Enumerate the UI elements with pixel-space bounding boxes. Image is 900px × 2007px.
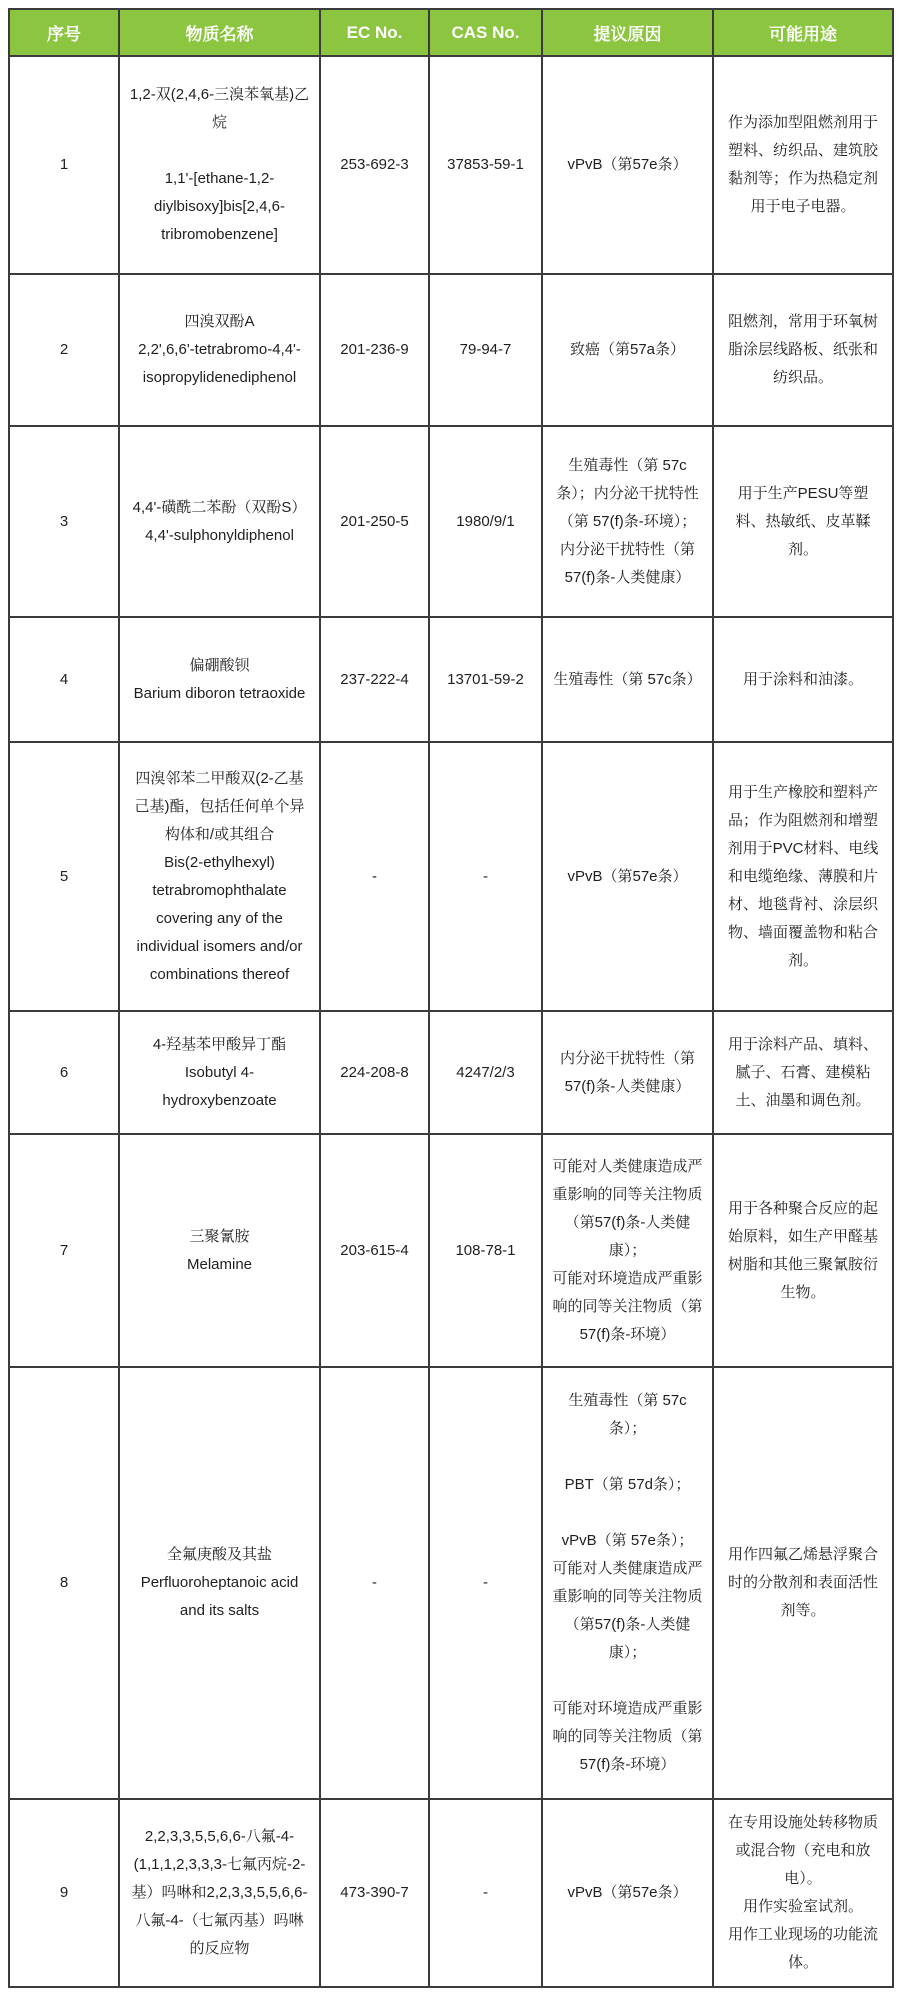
cell-reason — [542, 1011, 713, 1134]
cell-text-line: 四溴双酚A — [184, 313, 255, 330]
cell-text-line: 用作工业现场的功能流体。 — [727, 1926, 878, 1971]
cell-ec-no: - — [320, 742, 429, 1011]
cell-text-line: 用于生产橡胶和塑料产品；作为阻燃剂和增塑剂用于PVC材料、电线和电缆绝缘、薄膜和片材、地毯背衬、涂层织物、墙面覆盖物和粘合剂。 — [727, 783, 879, 969]
cell-text-line: 生殖毒性（第 57c条）；内分泌干扰特性（第 57(f)条-环境）；内分泌干扰特性（第 57(f)条-人类健康） — [556, 456, 699, 586]
cell-reason — [542, 617, 713, 742]
svhc-substance-table — [8, 8, 894, 1988]
cell-ec-no: 253-692-3 — [320, 56, 429, 274]
cell-text-line: Melamine — [186, 1255, 253, 1273]
cell-use — [713, 274, 893, 426]
cell-ec-no: 203-615-4 — [320, 1134, 429, 1367]
cell-text-line: 1,1'-[ethane-1,2-diylbisoxy]bis[2,4,6-tribromobenzene] — [154, 170, 285, 243]
cell-substance-name — [119, 1134, 320, 1367]
table-row — [9, 274, 893, 426]
cell-reason — [542, 426, 713, 617]
cell-use — [713, 1799, 893, 1987]
cell-text-line — [129, 137, 310, 165]
cell-cas-no: 79-94-7 — [429, 274, 542, 426]
table-row — [9, 1799, 893, 1987]
header-row — [9, 9, 893, 56]
col-header-use: 可能用途 — [713, 9, 893, 56]
cell-text-line: Bis(2-ethylhexyl) tetrabromophthalate covering any of the individual isomers and/or combinations thereof — [136, 853, 303, 983]
cell-ec-no: 224-208-8 — [320, 1011, 429, 1134]
cell-use — [713, 617, 893, 742]
cell-serial: 5 — [9, 742, 119, 1011]
cell-text-line: 4-羟基苯甲酸异丁酯 — [152, 1035, 287, 1053]
cell-text-line — [552, 1443, 703, 1471]
cell-text-line: 用作四氟乙烯悬浮聚合时的分散剂和表面活性剂等。 — [727, 1546, 878, 1619]
cell-cas-no: 4247/2/3 — [429, 1011, 542, 1134]
cell-text-line: 在专用设施处转移物质或混合物（充电和放电）。 — [727, 1814, 878, 1887]
cell-reason — [542, 56, 713, 274]
cell-serial: 6 — [9, 1011, 119, 1134]
cell-text-line: 全氟庚酸及其盐 — [166, 1546, 272, 1563]
cell-text-line: 2,2',6,6'-tetrabromo-4,4'-isopropylidenediphenol — [138, 341, 301, 386]
cell-substance-name — [119, 56, 320, 274]
cell-text-line: 4,4'-磺酰二苯酚（双酚S） — [132, 498, 307, 516]
table-row — [9, 1011, 893, 1134]
cell-text-line: vPvB（第57e条） — [567, 867, 688, 885]
cell-text-line — [552, 1499, 703, 1527]
cell-serial: 8 — [9, 1367, 119, 1799]
cell-reason — [542, 274, 713, 426]
col-header-name: 物质名称 — [119, 9, 320, 56]
cell-text-line: vPvB（第57e条） — [567, 1884, 688, 1901]
cell-text-line — [552, 1667, 703, 1695]
table-row — [9, 617, 893, 742]
cell-text-line: 用于各种聚合反应的起始原料，如生产甲醛基树脂和其他三聚氰胺衍生物。 — [727, 1199, 878, 1301]
cell-substance-name — [119, 1367, 320, 1799]
col-header-cas-no: CAS No. — [429, 9, 542, 56]
cell-use — [713, 1367, 893, 1799]
cell-text-line: 致癌（第57a条） — [569, 341, 686, 358]
cell-text-line: 用于生产PESU等塑料、热敏纸、皮革鞣剂。 — [735, 484, 871, 558]
cell-text-line: 三聚氰胺 — [189, 1227, 250, 1245]
cell-reason — [542, 1134, 713, 1367]
table-row — [9, 1134, 893, 1367]
cell-text-line: vPvB（第57e条） — [567, 156, 688, 173]
cell-text-line: Barium diboron tetraoxide — [133, 684, 306, 702]
cell-use — [713, 742, 893, 1011]
cell-text-line: 可能对环境造成严重影响的同等关注物质（第57(f)条-环境） — [552, 1700, 703, 1773]
cell-ec-no: 201-250-5 — [320, 426, 429, 617]
cell-text-line: 2,2,3,3,5,5,6,6-八氟-4-(1,1,1,2,3,3,3-七氟丙烷-2-基）吗啉和2,2,3,3,5,5,6,6-八氟-4-（七氟丙基）吗啉的反应物 — [131, 1828, 308, 1957]
cell-text-line: 四溴邻苯二甲酸双(2-乙基己基)酯，包括任何单个异构体和/或其组合 — [134, 769, 305, 843]
cell-use — [713, 56, 893, 274]
cell-substance-name — [119, 617, 320, 742]
cell-text-line: 4,4'-sulphonyldiphenol — [145, 526, 294, 544]
cell-text-line: 用于涂料产品、填料、腻子、石膏、建模粘土、油墨和调色剂。 — [727, 1035, 878, 1109]
cell-serial: 4 — [9, 617, 119, 742]
cell-serial: 2 — [9, 274, 119, 426]
cell-reason — [542, 742, 713, 1011]
cell-substance-name — [119, 742, 320, 1011]
cell-ec-no: - — [320, 1367, 429, 1799]
cell-use — [713, 426, 893, 617]
cell-serial: 3 — [9, 426, 119, 617]
cell-substance-name — [119, 274, 320, 426]
cell-cas-no: 108-78-1 — [429, 1134, 542, 1367]
col-header-reason: 提议原因 — [542, 9, 713, 56]
cell-substance-name — [119, 426, 320, 617]
cell-text-line: 可能对人类健康造成严重影响的同等关注物质（第57(f)条-人类健康）； — [552, 1560, 703, 1661]
cell-use — [713, 1134, 893, 1367]
cell-cas-no: - — [429, 1799, 542, 1987]
cell-text-line: 可能对人类健康造成严重影响的同等关注物质（第57(f)条-人类健康）； — [552, 1157, 703, 1259]
cell-text-line: 生殖毒性（第 57c条） — [553, 670, 702, 688]
cell-cas-no: - — [429, 742, 542, 1011]
cell-substance-name — [119, 1011, 320, 1134]
cell-serial: 9 — [9, 1799, 119, 1987]
cell-ec-no: 237-222-4 — [320, 617, 429, 742]
cell-serial: 1 — [9, 56, 119, 274]
cell-text-line: 内分泌干扰特性（第 57(f)条-人类健康） — [559, 1049, 695, 1095]
cell-text-line: 作为添加型阻燃剂用于塑料、纺织品、建筑胶黏剂等；作为热稳定剂用于电子电器。 — [727, 114, 878, 215]
cell-reason — [542, 1367, 713, 1799]
cell-text-line: 偏硼酸钡 — [189, 656, 250, 674]
cell-cas-no: - — [429, 1367, 542, 1799]
cell-text-line: vPvB（第 57e条）； — [561, 1532, 694, 1549]
cell-text-line: PBT（第 57d条）； — [564, 1476, 691, 1493]
cell-text-line: 生殖毒性（第 57c条）； — [568, 1392, 687, 1437]
cell-reason — [542, 1799, 713, 1987]
cell-cas-no: 37853-59-1 — [429, 56, 542, 274]
cell-text-line: 1,2-双(2,4,6-三溴苯氧基)乙烷 — [129, 86, 310, 131]
cell-text-line: 阻燃剂，常用于环氧树脂涂层线路板、纸张和纺织品。 — [727, 313, 878, 386]
table-row — [9, 426, 893, 617]
col-header-ec-no: EC No. — [320, 9, 429, 56]
cell-serial: 7 — [9, 1134, 119, 1367]
cell-cas-no: 1980/9/1 — [429, 426, 542, 617]
cell-text-line: 用于涂料和油漆。 — [742, 670, 863, 688]
cell-text-line: Isobutyl 4-hydroxybenzoate — [162, 1063, 277, 1109]
cell-use — [713, 1011, 893, 1134]
table-row — [9, 1367, 893, 1799]
table-row — [9, 742, 893, 1011]
cell-text-line: Perfluoroheptanoic acid and its salts — [140, 1574, 299, 1619]
cell-ec-no: 201-236-9 — [320, 274, 429, 426]
cell-substance-name — [119, 1799, 320, 1987]
cell-text-line: 用作实验室试剂。 — [742, 1898, 863, 1915]
table-row — [9, 56, 893, 274]
cell-cas-no: 13701-59-2 — [429, 617, 542, 742]
cell-ec-no: 473-390-7 — [320, 1799, 429, 1987]
col-header-index: 序号 — [9, 9, 119, 56]
cell-text-line: 可能对环境造成严重影响的同等关注物质（第57(f)条-环境） — [552, 1269, 703, 1343]
